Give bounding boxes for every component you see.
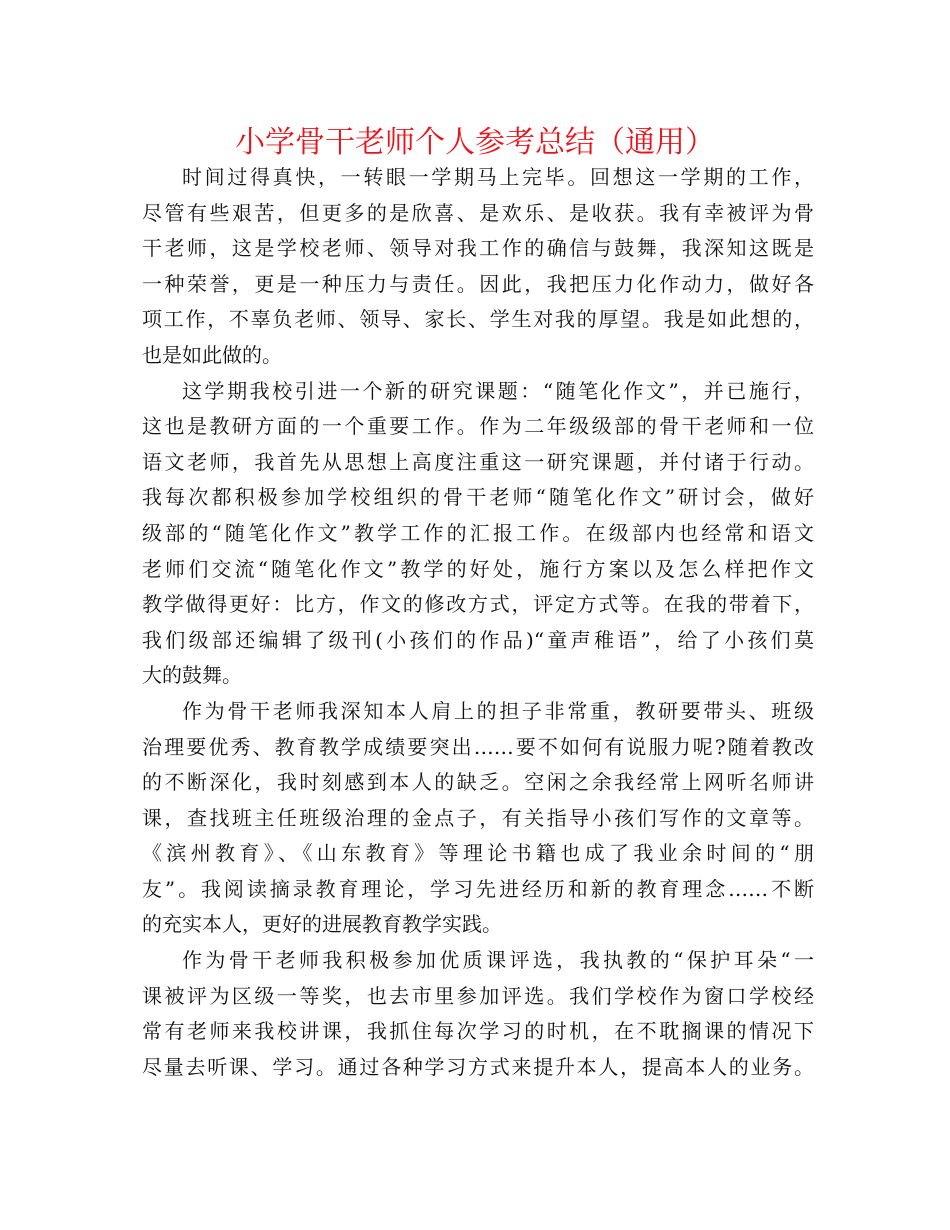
text-line: 常有老师来我校讲课，我抓住每次学习的时机，在不耽搁课的情况下 (142, 1019, 814, 1044)
text-line: 教学做得更好：比方，作文的修改方式，评定方式等。在我的带着下， (142, 592, 814, 617)
text-line: 我们级部还编辑了级刊(小孩们的作品)“童声稚语”，给了小孩们莫 (142, 627, 814, 652)
paragraph-1 (142, 160, 814, 374)
text-line: 尽管有些艰苦，但更多的是欣喜、是欢乐、是收获。我有幸被评为骨 (142, 200, 814, 225)
text-line: 《滨州教育》、《山东教育》等理论书籍也成了我业余时间的“朋 (142, 841, 814, 866)
text-line: 友”。我阅读摘录教育理论，学习先进经历和新的教育理念……不断 (142, 876, 814, 901)
text-line: 作为骨干老师我深知本人肩上的担子非常重，教研要带头、班级 (182, 698, 814, 723)
text-line: 项工作，不辜负老师、领导、家长、学生对我的厚望。我是如此想的， (142, 307, 814, 332)
paragraph-3 (142, 694, 814, 943)
text-line: 一种荣誉，更是一种压力与责任。因此，我把压力化作动力，做好各 (142, 271, 814, 296)
text-line: 也是如此做的。 (142, 342, 282, 367)
text-line: 我每次都积极参加学校组织的骨干老师“随笔化作文”研讨会，做好 (142, 485, 814, 510)
text-line: 老师们交流“随笔化作文”教学的好处，施行方案以及怎么样把作文 (142, 556, 814, 581)
paragraph-2 (142, 374, 814, 694)
text-line: 课被评为区级一等奖，也去市里参加评选。我们学校作为窗口学校经 (142, 983, 814, 1008)
paragraph-4 (142, 943, 814, 1085)
text-line: 尽量去听课、学习。通过各种学习方式来提升本人，提高本人的业务。 (142, 1054, 814, 1079)
text-line: 级部的“随笔化作文”教学工作的汇报工作。在级部内也经常和语文 (142, 520, 814, 545)
text-line: 干老师，这是学校老师、领导对我工作的确信与鼓舞，我深知这既是 (142, 236, 814, 261)
text-line: 作为骨干老师我积极参加优质课评选，我执教的“保护耳朵“一 (182, 948, 814, 973)
text-line: 这学期我校引进一个新的研究课题：“随笔化作文”，并已施行， (182, 378, 814, 403)
text-line: 课，查找班主任班级治理的金点子，有关指导小孩们写作的文章等。 (142, 805, 814, 830)
text-line: 这也是教研方面的一个重要工作。作为二年级级部的骨干老师和一位 (142, 414, 814, 439)
text-line: 的不断深化，我时刻感到本人的缺乏。空闲之余我经常上网听名师讲 (142, 770, 814, 795)
text-line: 大的鼓舞。 (142, 663, 242, 688)
text-line: 时间过得真快，一转眼一学期马上完毕。回想这一学期的工作， (182, 165, 814, 189)
text-line: 的充实本人，更好的进展教育教学实践。 (142, 912, 502, 937)
document-body (142, 160, 814, 1085)
document-title: 小学骨干老师个人参考总结（通用） (235, 125, 715, 160)
text-line: 治理要优秀、教育教学成绩要突出……要不如何有说服力呢?随着教改 (142, 734, 814, 759)
text-line: 语文老师，我首先从思想上高度注重这一研究课题，并付诸于行动。 (142, 449, 814, 474)
